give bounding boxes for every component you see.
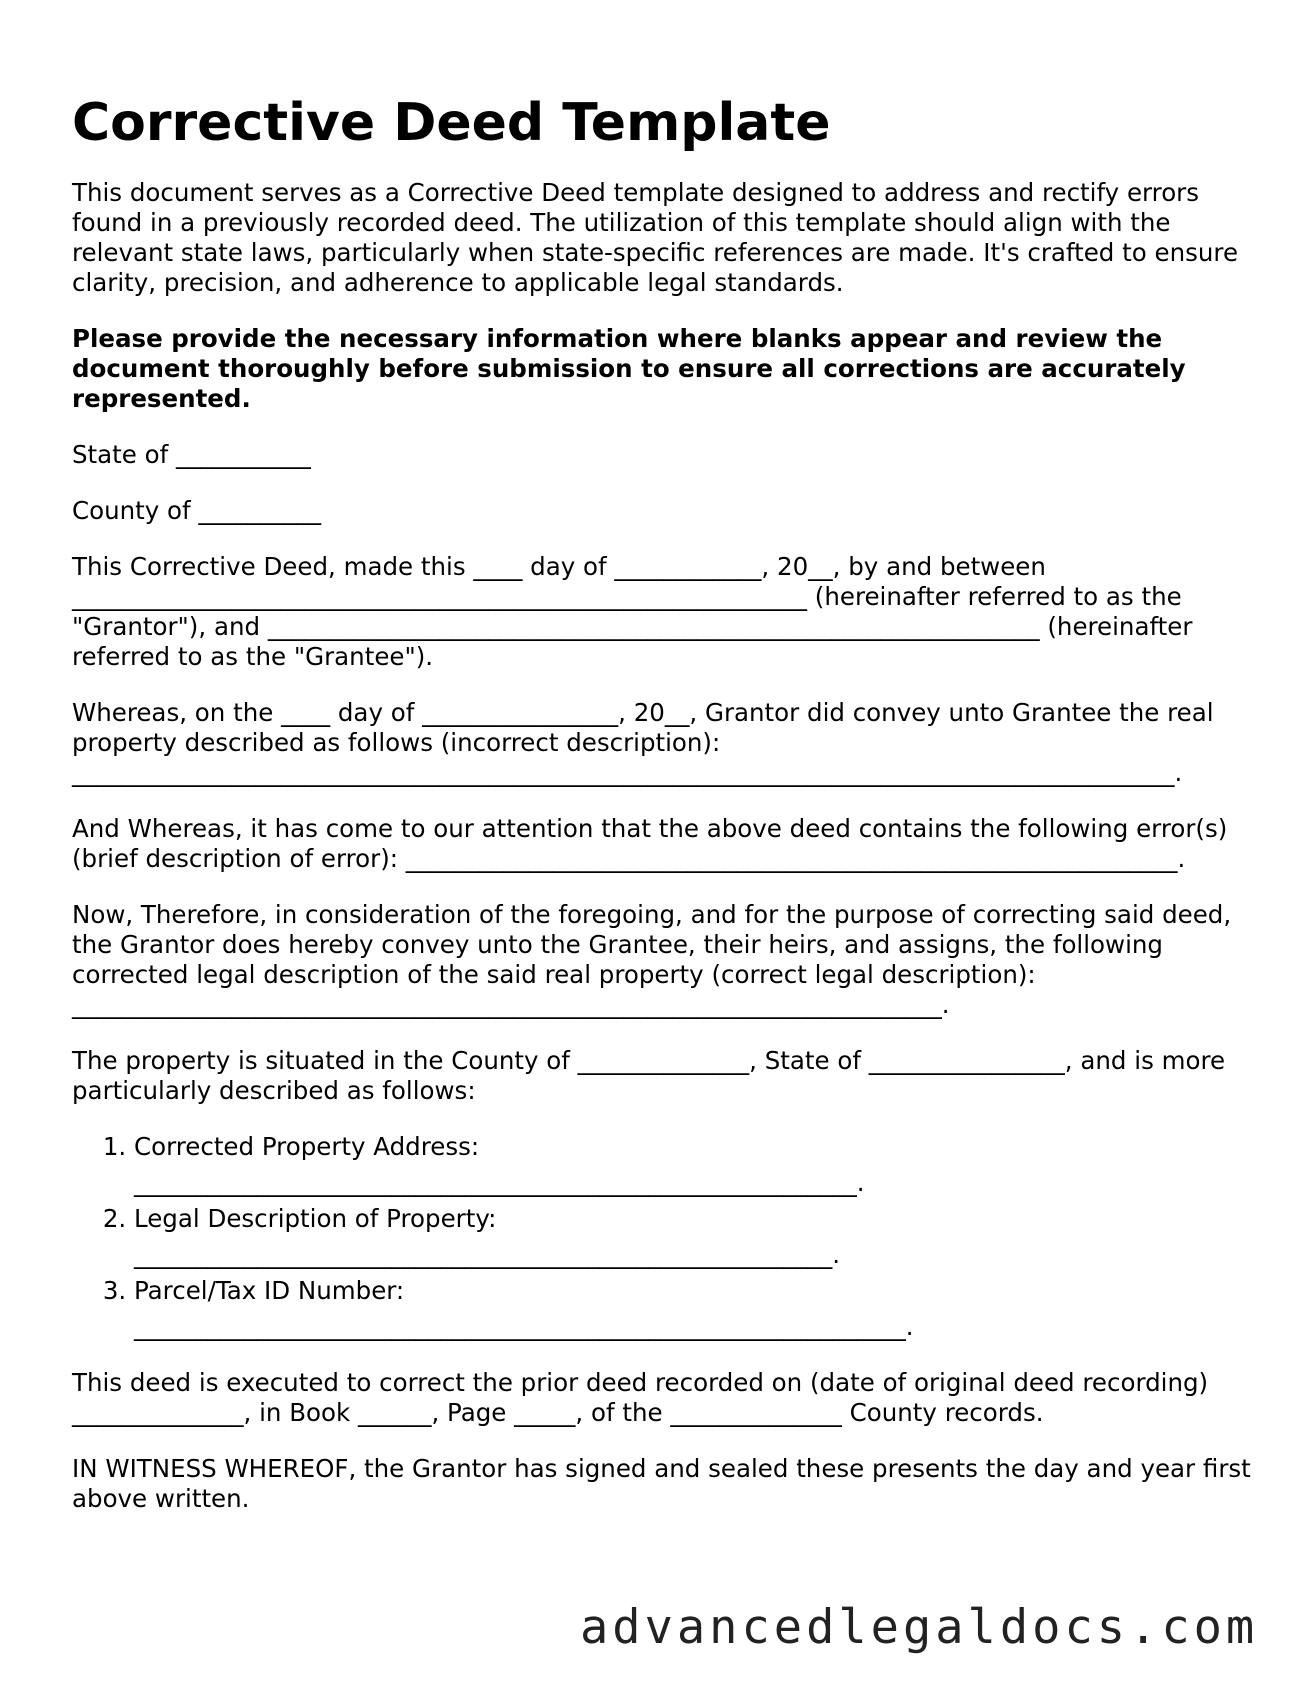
witness-paragraph: IN WITNESS WHEREOF, the Grantor has signed and sealed these presents the day and year first above written. (72, 1454, 1251, 1513)
intro-paragraph: This document serves as a Corrective Deed template designed to address and rectify errors found in a previously recorded deed. The utilization of this template should align with the relevant state laws, particularly when state-specific references are made. It's crafted to ensure clarity, precision, and adherence to applicable legal standards. (72, 178, 1239, 297)
whereas-paragraph: Whereas, on the ____ day of ________________, 20__, Grantor did convey unto Grantee the real property described as follows (incorrect description): __________________________________________________________________________________________. (72, 698, 1214, 787)
property-details-list (72, 1132, 1252, 1342)
list-item-label: Legal Description of Property: (134, 1204, 497, 1233)
state-field-line: State of ___________ (72, 440, 311, 469)
property-situated-paragraph: The property is situated in the County of ______________, State of ________________, and is more particularly described as follows: (72, 1046, 1226, 1105)
list-item-blank: _______________________________________________________________. (134, 1312, 914, 1341)
now-therefore-paragraph: Now, Therefore, in consideration of the foregoing, and for the purpose of correcting said deed, the Grantor does hereby convey unto the Grantee, their heirs, and assigns, the following corrected legal description of the said real property (correct legal description): _______________________________________________________________________. (72, 900, 1232, 1019)
list-item (134, 1132, 1252, 1198)
document-title: Corrective Deed Template (72, 93, 831, 153)
list-item (134, 1276, 1252, 1342)
list-item-label: Corrected Property Address: (134, 1132, 480, 1161)
list-item-label: Parcel/Tax ID Number: (134, 1276, 405, 1305)
instruction-paragraph: Please provide the necessary information where blanks appear and review the document thoroughly before submission to ensure all corrections are accurately represented. (72, 324, 1186, 413)
watermark-text: advancedlegaldocs.com (580, 1600, 1259, 1655)
county-field-line: County of __________ (72, 496, 321, 525)
executed-paragraph: This deed is executed to correct the prior deed recorded on (date of original deed recording) ______________, in Book ______, Page _____, of the ______________ County records. (72, 1368, 1209, 1427)
list-item-blank: _________________________________________________________. (134, 1240, 841, 1269)
parties-paragraph: This Corrective Deed, made this ____ day of ____________, 20__, by and between ____________________________________________________________ (hereinafter referred to as the "Grantor"), and _______________________________________________________________ (hereinafter referred to as the "Grantee"). (72, 552, 1193, 671)
document-page (72, 88, 1252, 1540)
list-item (134, 1204, 1252, 1270)
and-whereas-paragraph: And Whereas, it has come to our attention that the above deed contains the following error(s) (brief description of error): _______________________________________________________________. (72, 814, 1228, 873)
list-item-blank: ___________________________________________________________. (134, 1168, 865, 1197)
